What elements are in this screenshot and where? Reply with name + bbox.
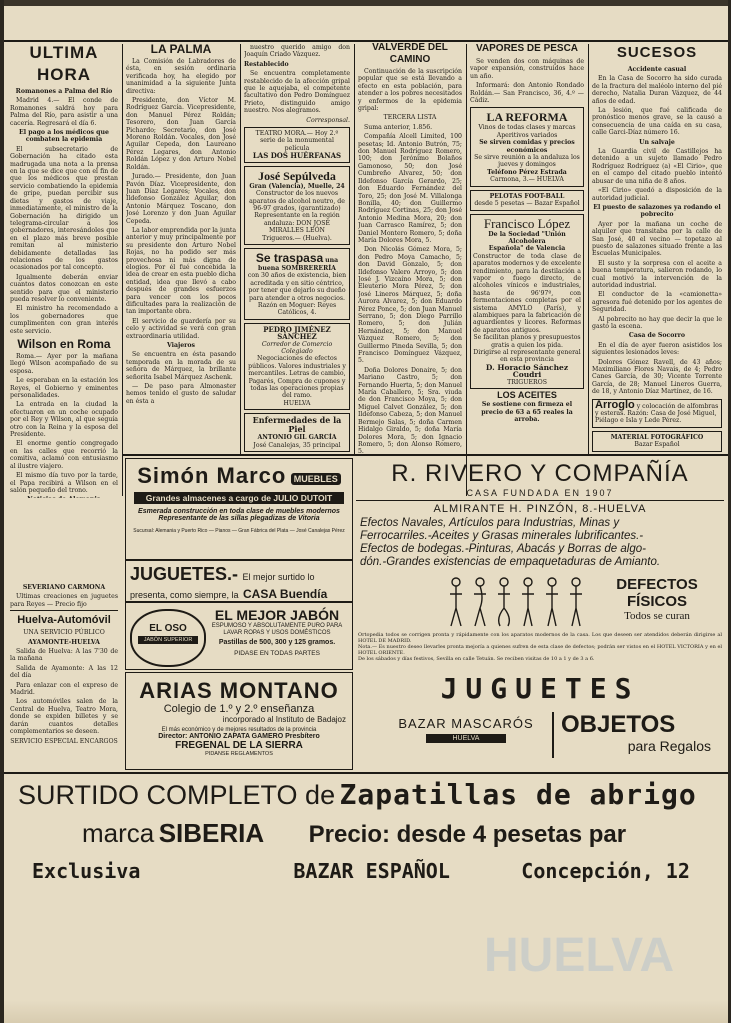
rivero-ad bbox=[356, 458, 724, 568]
ad-line: Negociaciones de efectos públicos. Valores industriales y mercantiles. Letras de cambio, Pagarés, Compra de cupones y todas las operaciones propias del ramo. bbox=[248, 355, 346, 400]
column-sucesos bbox=[592, 42, 722, 454]
ad-title: Huelva-Automóvil bbox=[17, 614, 111, 627]
ad-line: SERVICIO ESPECIAL ENCARGOS bbox=[10, 737, 118, 745]
paragraph: «El Cirio» quedó a disposición de la autoridad judicial. bbox=[592, 187, 722, 202]
ad-title: JUGUETES bbox=[440, 672, 640, 705]
column-divider bbox=[588, 44, 589, 454]
piel-ad bbox=[244, 413, 350, 452]
ad-band-rule bbox=[122, 454, 728, 456]
logo-text: JABÓN SUPERIOR bbox=[138, 636, 198, 644]
ad-line: Para enlazar con el expreso de Madrid. bbox=[10, 681, 118, 697]
column-divider bbox=[466, 44, 467, 496]
ad-line: Carmona, 3.— HUELVA bbox=[490, 176, 564, 184]
ad-title: EL MEJOR JABÓN bbox=[214, 607, 340, 623]
paragraph: El subsecretario de Gobernación ha citado esta madrugada una nota a la prensa en la que se dice que con el fin de que los médicos que prestan servicio combatiendo la epidemia de gripe, puedan percibir sus dietas y gastos de viaje, inmediatamente, el ministro de la Gobernación ha dirigido un telegrama-circular a los gobernadores, interesándoles que en el plazo más breve posible remitan al ministerio debidamente detalladas las relaciones de los gastos ocasionados por tal concepto. bbox=[10, 145, 118, 272]
ad-store: Bazar Español bbox=[534, 200, 580, 208]
ad-title: Enfermedades de la Piel bbox=[252, 415, 342, 435]
ad-line: Trigueros.— (Huelva). bbox=[262, 234, 332, 242]
ad-line: Nota.— Es nuestro deseo llevarles pronta mejoría a quienes sufren de esta clase de defectos; podrán ser vistos en el HOTEL VICTORIA y en el HOTEL ORIENTE. bbox=[358, 644, 722, 656]
paragraph: El susto y la sorpresa con el aceite a buena temperatura, salieron rodando, lo cual motivó la intervención de la autoridad industrial. bbox=[592, 259, 722, 289]
ad-subtitle: CASA FUNDADA EN 1907 bbox=[466, 488, 614, 498]
ad-line: desde 5 pesetas — Bazar Español bbox=[474, 200, 580, 208]
paragraph: Al pobrecito no hay que decir la que le gastó la escena. bbox=[592, 315, 722, 330]
ad-line: Se facilitan planos y presupuestos gratis a quien los pida. bbox=[473, 334, 581, 349]
paragraph: — De paso para Almonaster hemos tenido el gusto de saludar en ésta a bbox=[126, 383, 236, 405]
paragraph: Dolores Gómez Ravell, de 43 años; Maximiliano Flores Navais, de 4; Pedro Canes García, de 30; Vicente Torrente García, de 28; Manuel Lineros Guerra, de 18, y Antonio Díaz Martínez, de 16. bbox=[592, 358, 722, 396]
ad-line: D. Horacio Sánchez Coudri bbox=[485, 362, 569, 380]
ad-title: Simón Marco bbox=[137, 463, 287, 488]
paragraph: La entrada en la ciudad la efectuaron en un coche ocupado por el Rey y Wilson, al que seguía otro con la Reina y la esposa del Presidente. bbox=[10, 401, 118, 439]
divider bbox=[10, 610, 118, 611]
column-valverde bbox=[358, 42, 462, 454]
newspaper-page bbox=[4, 0, 728, 1023]
paper-edge bbox=[4, 1000, 728, 1023]
sepulveda-ad bbox=[244, 166, 350, 245]
ad-subtitle: Grandes almacenes a cargo de JULIO DUTOIT bbox=[134, 492, 344, 504]
ad-title: ARIAS MONTANO bbox=[139, 678, 339, 703]
column-automovil bbox=[10, 582, 118, 767]
material-foto-ad bbox=[592, 431, 722, 452]
paragraph: Se encuentra completamente restablecido de la afección gripal que le aquejaba, el competente facultativo don Pedro Domínguez Prieto, distinguido amigo nuestro. Nos alegramos. bbox=[244, 70, 350, 115]
paragraph: Le esperaban en la estación los Reyes, el Gobierno y eminentes personalidades. bbox=[10, 377, 118, 400]
paragraph: Suma anterior, 1.856. bbox=[364, 123, 433, 131]
ad-line: HUELVA bbox=[283, 399, 311, 407]
defectos-fisicos-ad bbox=[356, 570, 724, 670]
ad-line: Se sirven comidas y precios económicos bbox=[479, 139, 575, 154]
subheading: Un salvaje bbox=[639, 138, 675, 146]
ad-title: Francisco López bbox=[483, 215, 571, 231]
column-divider bbox=[240, 44, 241, 454]
paragraph: Compañía Alcell Limited, 100 pesetas; Id. Antonio Butrón, 75; don Manuel Rodríguez Romero, 100; don Jerónimo Bolaños Gamonoso, 50; don José Cumbreño Alvarez, 50; don Ildefonso García Gerardo, 25; don Eduardo Fernández del Toro, 25; don José M. Villalonga Bonilla, 40; don Guillermo Rodríguez Cortinas, 25; don José Antonio Medina Mora, 20; don Juan Carrasco Ramírez, 5; don Daniel Montero Romero, 5; doña María Dolores Mora, 5. bbox=[358, 133, 462, 244]
paragraph: Roma.— Ayer por la mañana llegó Wilson acompañado de su esposa. bbox=[10, 353, 118, 375]
column-divider bbox=[354, 44, 355, 454]
paragraph: Continuación de la suscripción popular que se está llevando a efecto en esta población, para atender a los pobres necesitados y enfermos de la epidemia gripal: bbox=[358, 68, 462, 113]
divider bbox=[552, 712, 554, 758]
ad-subtitle: Colegio de 1.º y 2.º enseñanza bbox=[163, 703, 315, 715]
ad-line: PIDASE EN TODAS PARTES bbox=[234, 650, 320, 657]
ad-title: LA REFORMA bbox=[486, 110, 568, 125]
ad-address: Concepción, 12 bbox=[521, 859, 690, 883]
section-heading: SUCESOS bbox=[616, 44, 698, 61]
ad-line: De la Sociedad "Unión Alcoholera bbox=[488, 230, 566, 245]
ad-line: con 30 años de existencia, bien acreditada y en sitio céntrico, por tener que dejarlo su dueño para atender a otros negocios. bbox=[247, 272, 347, 302]
ad-line: LAS DOS HUÉRFANAS bbox=[252, 151, 342, 161]
ad-store: BAZAR MASCARÓS bbox=[398, 716, 534, 731]
traspasa-ad bbox=[244, 248, 350, 320]
ad-line: El más económico y de mejores resultados de la provincia bbox=[161, 727, 317, 733]
paragraph: Se sostiene con firmeza el precio de 63 a 65 reales la arroba. bbox=[481, 401, 573, 424]
column-ads-5 bbox=[470, 42, 584, 454]
section-heading: VALVERDE DEL CAMINO bbox=[372, 42, 448, 65]
ad-title: R. RIVERO Y COMPAÑÍA bbox=[391, 460, 689, 487]
subheading: Romanones a Palma del Río bbox=[15, 88, 113, 95]
ad-line: Salida de Huelva: A las 7'30 de la mañana bbox=[10, 648, 118, 663]
paragraph: El mismo día tuvo por la tarde, el Papa recibirá a Wilson en el salón pequeño del trono. bbox=[10, 472, 118, 494]
ad-line: Ortopedia todos se corrigen pronta y rápidamente con los aparatos modernos de la casa. Los que deseen ser atendidos deberán dirigirse al HOTEL DE MADRID. bbox=[358, 632, 722, 644]
arreglo-ad bbox=[592, 399, 722, 428]
ad-line: Gran (Valencia), Muelle, 24 bbox=[249, 182, 345, 190]
subheading: Accidente casual bbox=[627, 66, 687, 73]
ad-line: Representante de las sillas plegadizas de Vitoria bbox=[158, 515, 320, 522]
orthopedic-figures-icon bbox=[446, 574, 586, 630]
paragraph: Presidente, don Víctor M. Rodríguez García. Vicepresidente, don Manuel Pérez Roldán; Tesorero, don Juan García Pichardo; Secretario, don José Moreno Roldán. Vocales, don José Aguilar Cepeda, don Laureano Pérez Legares, don Antonio Roldán López y don Arturo Nobel Roldán. bbox=[126, 97, 236, 171]
ad-address: ALMIRANTE H. PINZÓN, 8.-HUELVA bbox=[356, 500, 724, 515]
ad-title: SURTIDO COMPLETO de bbox=[18, 780, 336, 810]
ad-line: Aperitivos variados bbox=[496, 131, 558, 139]
ad-line: Efectos Navales, Artículos para Industrias, Minas y bbox=[360, 517, 620, 529]
ad-line: Se sirve reunión a la andaluza los jueves y domingos bbox=[474, 154, 580, 169]
ad-price: desde 5 pesetas bbox=[474, 200, 525, 208]
ad-line: Pastillas de 500, 300 y 125 gramos. bbox=[218, 639, 336, 646]
ad-line: Razón en Moguer: Reyes Católicos, 4. bbox=[257, 301, 337, 317]
teatro-mora-ad bbox=[244, 127, 350, 163]
subheading: El pago a los médicos que combaten la epidemia bbox=[19, 129, 109, 144]
ad-line: FREGENAL DE LA SIERRA bbox=[175, 740, 303, 751]
subheading: Restablecido bbox=[244, 60, 289, 68]
subheading: Casa de Socorro bbox=[628, 332, 686, 340]
arias-montano-ad bbox=[125, 672, 353, 770]
watermark: HUELVA bbox=[484, 929, 675, 982]
ad-price: Precio: desde 4 pesetas par bbox=[308, 821, 627, 848]
bottom-band-rule bbox=[4, 772, 728, 774]
paragraph: El ministro ha recomendado a los gobernadores que cumplimenten con gran interés este servicio. bbox=[10, 305, 118, 335]
ad-line: Teléfono Pérez Estrada bbox=[487, 168, 567, 176]
column-ultima-hora bbox=[10, 42, 118, 498]
column-divider bbox=[122, 44, 123, 496]
paragraph: Don Nicolás Gómez Mora, 5; don Pedro Moya Camacho, 5; don David Gonzalo, 5; don Ildefonso Valero Arroyo, 5; don José J. Vizcaíno Mora, 5; don Eleuterio Mora Pérez, 5; don José Lineros Márquez, 5; doña Aurora Alvarez, 5; don Eduardo Pérez Ponce, 5; don Juan Manuel Serrano, 5; don Diego Parrillo Romero, 5; don Julián Hernández, 5; don Manuel Vázquez Romero, 5; don Guillermo Pineda Sevilla, 5; don Francisco Domínguez Vázquez, 5. bbox=[358, 246, 462, 365]
ad-line: TEATRO MORA.— Hoy 2.º serie de la monumental película bbox=[255, 130, 339, 152]
ad-line: ANTONIO GIL GARCÍA bbox=[257, 434, 337, 442]
ad-line: marca bbox=[82, 818, 155, 848]
column-ads-3 bbox=[244, 42, 350, 454]
paragraph: El conductor de la «camionetta» agresora fué detenido por los agentes de Seguridad. bbox=[592, 291, 722, 314]
ad-line: Ferrocarriles.-Aceites y Grasas minerales lubrificantes.- bbox=[360, 530, 644, 542]
paragraph: Informará: don Antonio Rondado Roldán.— San Francisco, 36, 4.º — Cádiz. bbox=[470, 82, 584, 105]
subheading: TERCERA LISTA bbox=[383, 114, 437, 122]
ad-line: dón.-Grandes existencias de empaquetaduras de Amianto. bbox=[360, 556, 661, 568]
ad-title: MATERIAL FOTOGRÁFICO bbox=[610, 433, 704, 441]
ad-line: Sucursal: Alemania y Puerto Rico — Pianos — Gran Fábrica del Plata — José Canalejas Pérez bbox=[133, 528, 345, 534]
soap-logo-icon bbox=[130, 609, 206, 667]
francisco-lopez-ad bbox=[470, 214, 584, 390]
paragraph: En la Casa de Socorro ha sido curada de la fractura del maléolo interno del pié derecho, Natalia Duran Vázquez, de 44 años de edad. bbox=[592, 75, 722, 105]
paragraph: Ayer por la mañana un coche de alquiler que transitaba por la calle de San José, 40 el vecino — topetazo al puesto de salazones situado frente a las Escuelas Municipales. bbox=[592, 220, 722, 258]
ad-line: Corredor de Comercio Colegiado bbox=[261, 340, 333, 355]
ad-line: Director: ANTONIO ZAPATA GAMERO Presbítero bbox=[158, 733, 320, 740]
ad-title: José Sepúlveda bbox=[258, 168, 336, 183]
ad-line: Dirigirse al representante general en esta provincia bbox=[473, 349, 581, 364]
ad-line: ESPUMOSO Y ABSOLUTAMENTE PURO PARA LAVAR ROPAS Y USOS DOMÉSTICOS bbox=[211, 623, 343, 636]
paragraph: La lesión, que fué calificada de pronóstico menos grave, se la causó a consecuencia de una caída en su casa, calle Garci-Díaz número 16. bbox=[592, 107, 722, 137]
ad-line: PIDANSE REGLAMENTOS bbox=[205, 751, 273, 757]
ad-line: TRIGUEROS bbox=[507, 378, 547, 386]
paragraph: La Comisión de Labradores de ésta, en sesión ordinaria verificada hoy, ha elegido por unanimidad a la siguiente Junta directiva: bbox=[126, 58, 236, 95]
ad-line: Bazar Español bbox=[634, 441, 680, 449]
ad-line: Exclusiva bbox=[32, 859, 141, 883]
ad-line: Vinos de todas clases y marcas bbox=[478, 124, 576, 132]
ad-line: Efectos de bodegas.-Pinturas, Abacás y Borras de algo- bbox=[360, 543, 646, 555]
ad-line: UNA SERVICIO PÚBLICO bbox=[23, 629, 105, 637]
top-margin bbox=[4, 0, 728, 6]
paragraph: Madrid 4.— El conde de Romanones saldrá hoy para Palma del Río, para asistir a una cacería. Regresará el día 6. bbox=[10, 97, 118, 127]
subheading: Wilson en Roma bbox=[17, 337, 111, 351]
paragraph: nuestro querido amigo don Joaquín Criado Vázquez. bbox=[244, 44, 350, 59]
juguetes-buendia-ad bbox=[125, 560, 353, 602]
ad-store: CASA Buendía bbox=[243, 587, 328, 601]
ad-title: Arroglo bbox=[595, 398, 635, 411]
ad-line: para Regalos bbox=[627, 738, 711, 754]
paragraph: Ultimas creaciones en juguetes para Reyes — Precio fijo bbox=[10, 593, 118, 608]
ad-line: Los automóviles salen de la Central de Huelva, Teatro Mora, donde se expiden billetes y se darán cuantos detalles complementarios se deseen. bbox=[10, 698, 118, 736]
ad-store: BAZAR ESPAÑOL bbox=[293, 859, 450, 883]
ad-line: José Canalejas, 35 principal bbox=[253, 441, 341, 449]
logo-text: EL OSO bbox=[149, 623, 187, 634]
ad-title: JUGUETES.- bbox=[130, 564, 239, 584]
ad-line: Representante en la región andaluza: DON JOSÉ MIRALLES LEÓN bbox=[254, 212, 340, 235]
paragraph: Jurado.— Presidente, don Juan Pavón Díaz. Vicepresidente, don Juan Díaz Legares; Vocales, don Ildefonso González Aguilar, don Antonio Márquez Toscano, don José Lorenzo y don Juan Aguilar Cepeda. bbox=[126, 173, 236, 225]
ad-title: DEFECTOS FÍSICOS bbox=[616, 576, 698, 610]
byline: Corresponsal. bbox=[306, 116, 350, 124]
simon-marco-ad bbox=[125, 458, 353, 560]
ad-line: PELOTAS FOOT-BALL bbox=[489, 192, 565, 200]
ad-line: AYAMONTE-HUELVA bbox=[28, 638, 100, 646]
ad-subtitle: Todos se curan bbox=[624, 610, 690, 622]
ad-line: Salida de Ayamonte: A las 12 del día bbox=[10, 664, 118, 680]
ad-city: HUELVA bbox=[426, 734, 506, 743]
ad-title: Se traspasa bbox=[255, 250, 324, 265]
jimenez-ad bbox=[244, 323, 350, 410]
subheading: Viajeros bbox=[166, 342, 196, 350]
paragraph: El enorme gentío congregado en las calles que recorrió la comitiva, aclamó con entusiasmo al ilustre viajero. bbox=[10, 440, 118, 470]
paragraph: La Guardia civil de Castillejos ha detenido a un sujeto llamado Pedro Rodríguez Rodríguez (a) «El Cirio», que en el campo del citado pueblo intentó abusar de una niña de 8 años. bbox=[592, 148, 722, 185]
subheading bbox=[10, 496, 118, 498]
section-heading: LA PALMA bbox=[150, 42, 212, 56]
paragraph: Doña Dolores Donaire, 5; don Mariano Castro, 5; don Fernando Huerta, 5; don Manuel María Caballero, 5; Sra. viuda de don Francisco Moya, 5; don Miguel Calvet González, 5; don Ildefonso Cabeza, 5; don Manuel Bermejo Salas, 5; doña Carmen Hidalgo Giraldo, 5; doña María Dolores Mora, 5; don Ignacio Romero, 5; don Alonso Romero, 5. bbox=[358, 366, 462, 454]
subheading: LOS ACEITES bbox=[497, 390, 557, 401]
la-reforma-ad bbox=[470, 107, 584, 186]
pelotas-ad bbox=[470, 190, 584, 211]
ad-line: y colocación de alfombras y esteras. Razón: Casa de José Miguel, Piélago e Isla y Lede Pérez. bbox=[595, 402, 719, 425]
subheading: El puesto de salazones ya rodando el pobrecito bbox=[593, 203, 721, 219]
ad-line: OBJETOS bbox=[561, 711, 676, 738]
ad-brand: SIBERIA bbox=[158, 818, 265, 848]
paragraph: Se encuentra en ésta pasando temporada en la morada de su señora de Márquez, la brillante señorita Isabel Márquez Aschenk. bbox=[126, 351, 236, 381]
paragraph: La labor emprendida por la junta anterior y muy principalmente por su presidente don Arturo Nobel Rojas, no ha podido ser más provechosa ni más digna de elogios. Por él fué concebida la idea de crear en esta pueblo dicha entidad, idea que llevó a cabo después de grandes esfuerzos para vencer con los pocos dificultades para la realización de tan importante obra. bbox=[126, 226, 236, 316]
ad-line: Constructor de los nuevos aparatos de alcohol neutro, de 96-97 grados, (garantizado) bbox=[249, 190, 345, 212]
column-la-palma bbox=[126, 42, 236, 454]
ad-line: Española" de Valencia bbox=[488, 245, 566, 253]
ad-product: Zapatillas de abrigo bbox=[339, 778, 697, 811]
ad-line: Esmerada construcción en toda clase de muebles modernos bbox=[138, 508, 340, 515]
ad-line: Constructor de toda clase de aparatos modernos y de excelente rendimiento, para la destilación a vapor o fuego directo, de alcoholes vínicos e industriales, hasta de 96'97º, con fermentaciones completas por el sistema AMYLO (París), y alambiques para la fabricación de aguardientes y licores. Reformas de aparatos antiguos. bbox=[473, 252, 581, 334]
ad-line: incorporado al Instituto de Badajoz bbox=[222, 715, 346, 724]
ad-badge: MUEBLES bbox=[291, 473, 341, 485]
juguetes-mascaros-ad bbox=[356, 672, 724, 768]
jabon-ad bbox=[125, 602, 353, 670]
section-heading: ULTIMA HORA bbox=[29, 43, 99, 84]
ad-line: De los sábados y días festivos, Sevilla en calle Tetuán. Se reciben visitas de 10 a 1 y de 3 a 6. bbox=[358, 656, 595, 662]
ad-title: PEDRO JIMÉNEZ SÁNCHEZ bbox=[263, 324, 331, 342]
zapatillas-ad bbox=[8, 778, 724, 888]
ad-line: una buena SOMBRERERÍA bbox=[258, 256, 339, 272]
paragraph: En el día de ayer fueron asistidos los siguientes lesionados leves: bbox=[592, 341, 722, 357]
ad-subtitle: El mejor surtido lo presenta, como siempre, la bbox=[130, 572, 315, 600]
paragraph: El servicio de guardería por su celo y actividad se verá con gran extraordinaria utilidad. bbox=[126, 317, 236, 340]
section-heading: VAPORES DE PESCA bbox=[475, 43, 579, 54]
signature: SEVERIANO CARMONA bbox=[22, 584, 106, 591]
paragraph: Igualmente deberán enviar cuantos datos conozcan en este sentido para que el ministerio pueda resolver lo conveniente. bbox=[10, 273, 118, 303]
paragraph: Se venden dos con máquinas de vapor expansión, construidos hace un año. bbox=[470, 58, 584, 80]
